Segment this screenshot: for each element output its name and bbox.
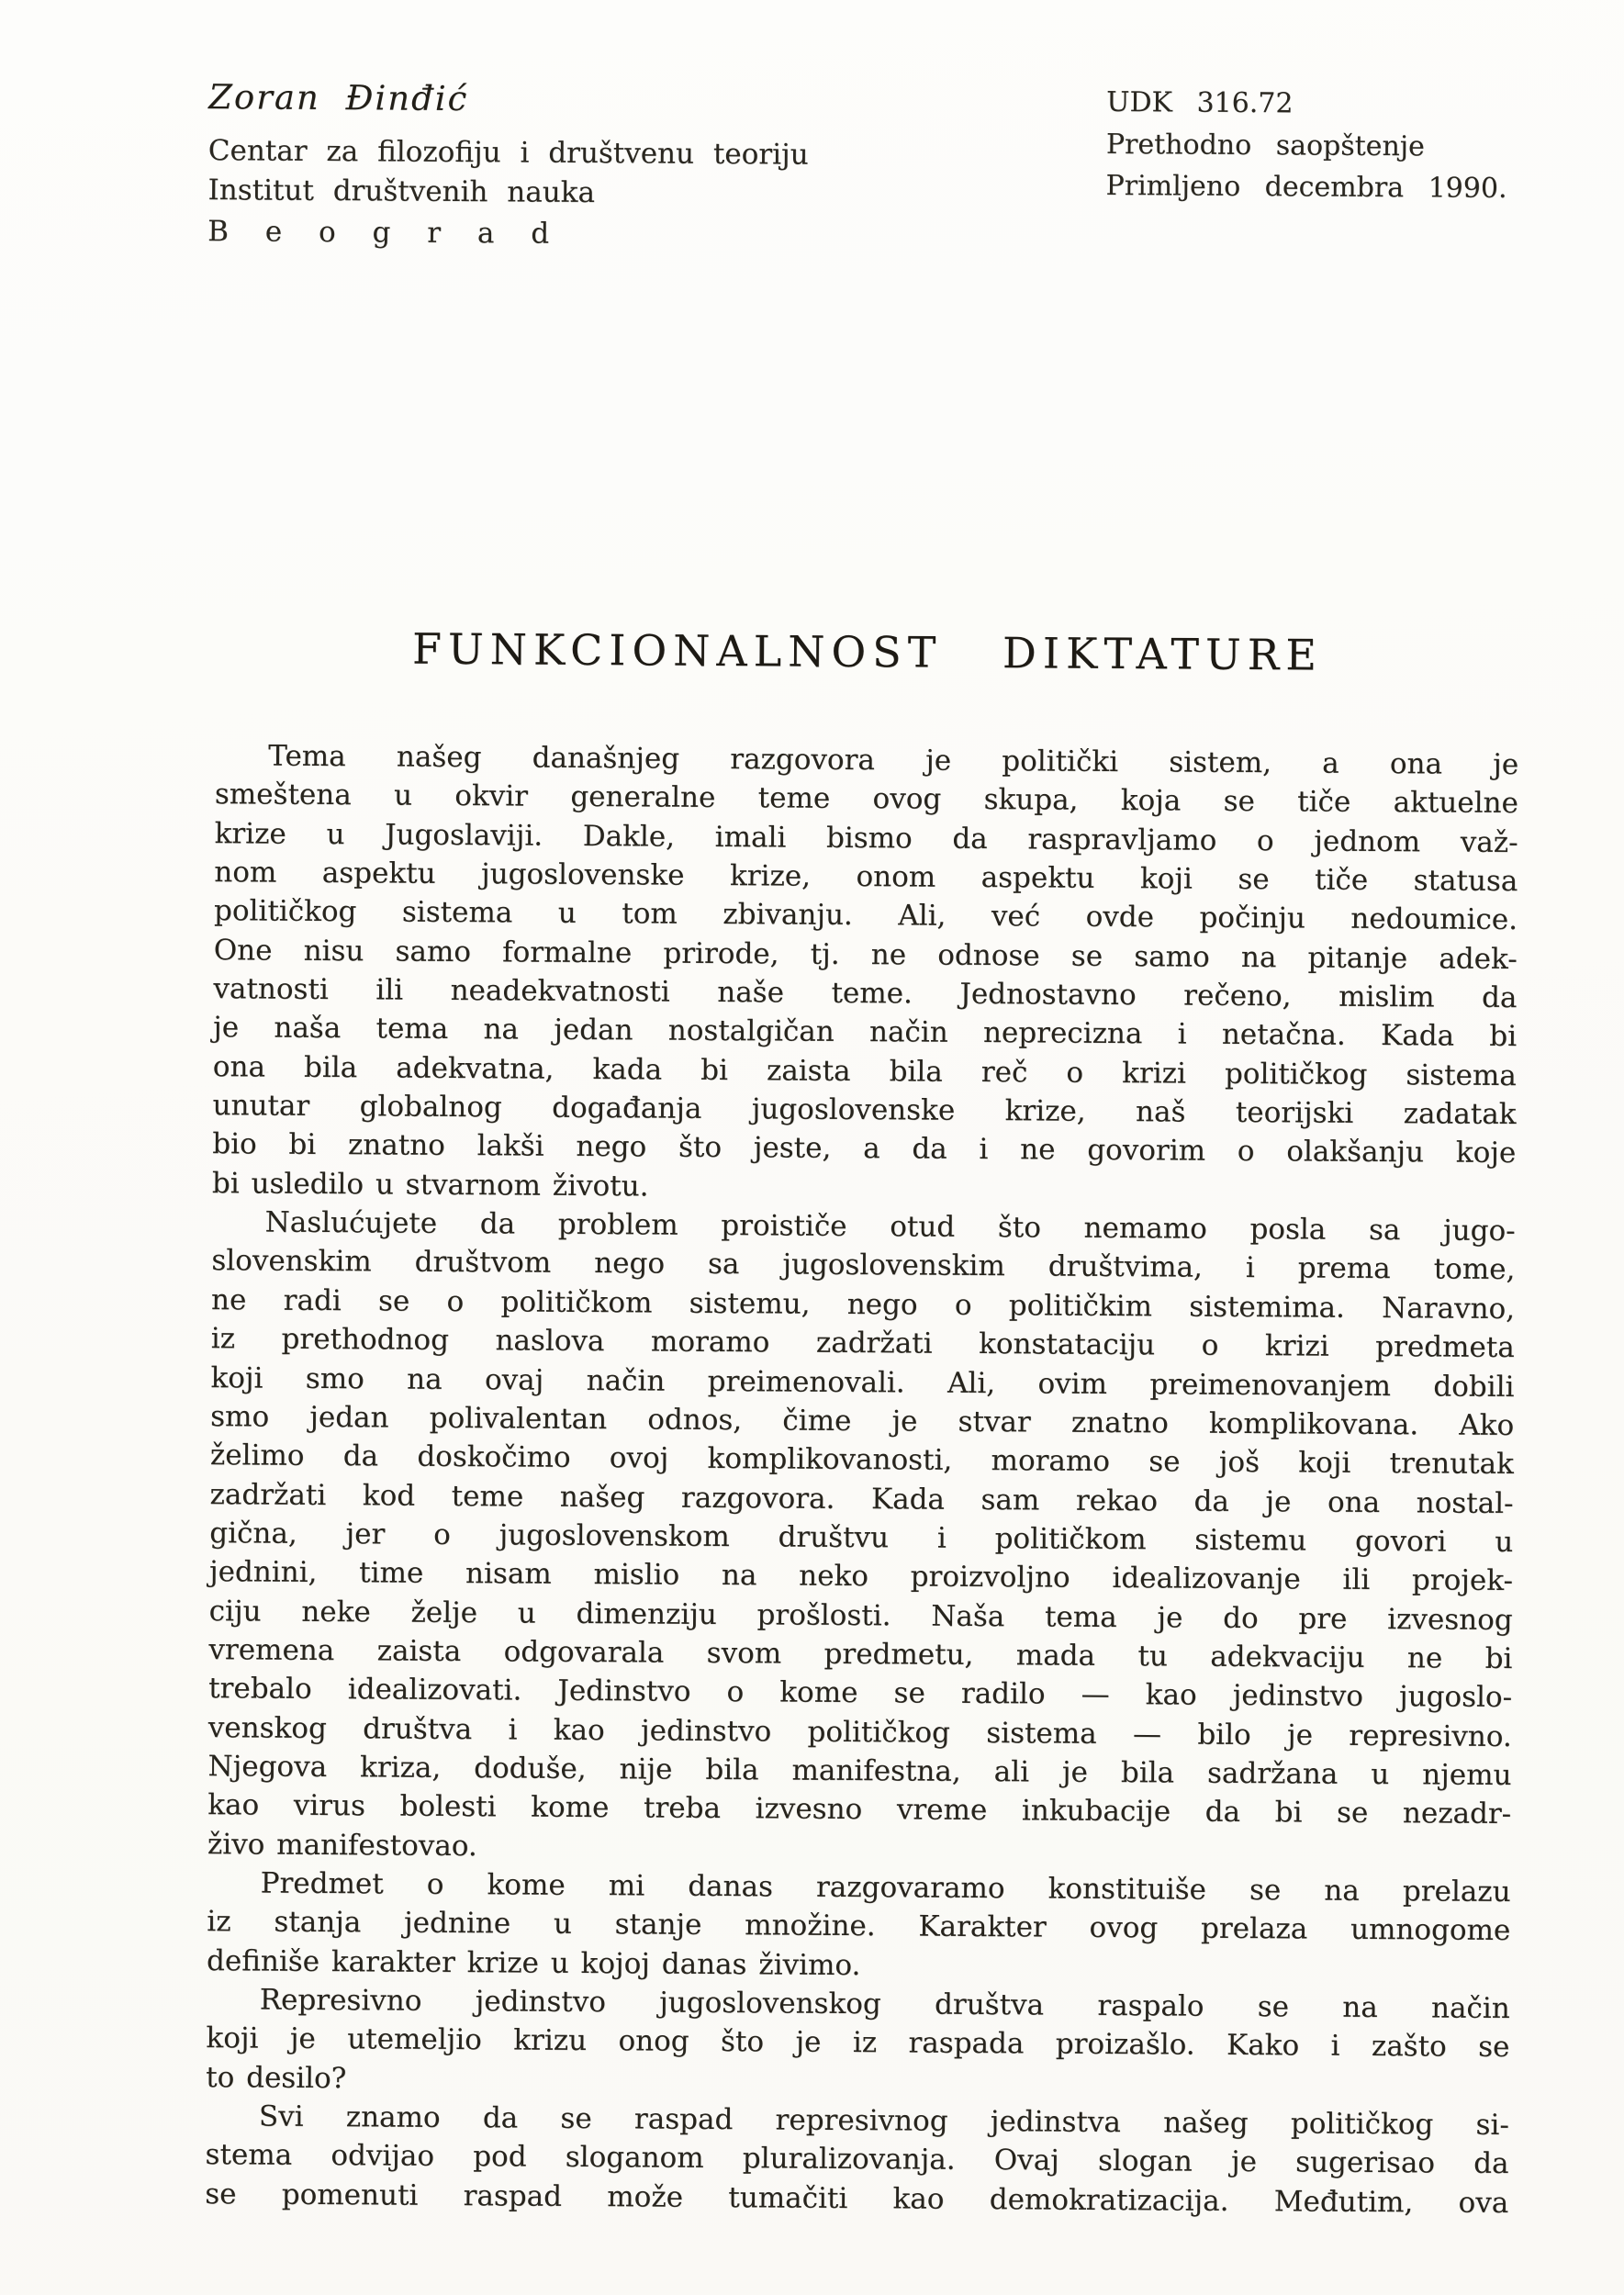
text-line: smo jedan polivalentan odnos, čime je stvar znatno komplikovana. Ako — [210, 1399, 1515, 1442]
publication-info-block — [1105, 82, 1507, 210]
text-line: smeštena u okvir generalne teme ovog skupa, koja se tiče aktuelne — [214, 778, 1519, 821]
text-line: to desilo? — [206, 2060, 347, 2095]
text-line: Represivno jedinstvo jugoslovenskog društva raspalo se na način — [259, 1983, 1510, 2026]
text-line: Predmet o kome mi danas razgovaramo konstituiše se na prelazu — [260, 1866, 1511, 1909]
text-line: želimo da doskočimo ovoj komplikovanosti, moramo se još koji trenutak — [209, 1439, 1515, 1482]
author-city: B e o g r a d — [207, 215, 564, 251]
text-line: vremena zaista odgovarala svom predmetu, mada tu adekvaciju ne bi — [208, 1633, 1513, 1675]
text-line: ona bila adekvatna, kada bi zaista bila reč o krizi političkog sistema — [212, 1049, 1517, 1092]
text-line: gična, jer o jugoslovenskom društvu i političkom sistemu govori u — [209, 1517, 1514, 1559]
article-title: FUNKCIONALNOST DIKTATURE — [411, 623, 1324, 680]
article-body — [205, 736, 1518, 2222]
submission-date: Primljeno decembra 1990. — [1105, 169, 1507, 205]
author-affiliation-2: Institut društvenih nauka — [207, 174, 596, 210]
text-line: Njegova kriza, doduše, nije bila manifestna, ali je bila sadržana u njemu — [207, 1750, 1512, 1792]
paragraph — [207, 1864, 1511, 1989]
text-line: slovenskim društvom nego sa jugoslovenskim društvima, i prema tome, — [211, 1244, 1516, 1287]
text-line: jednini, time nisam mislio na neko proizvoljno idealizovanje ili projek- — [208, 1555, 1514, 1598]
author-affiliation-1: Centar za filozofiju i društvenu teoriju — [207, 134, 809, 172]
paragraph — [212, 736, 1519, 1212]
text-line: Naslućujete da problem proističe otud što nemamo posla sa jugo- — [264, 1205, 1516, 1248]
text-line: unutar globalnog događanja jugoslovenske krize, naš teorijski zadatak — [212, 1089, 1517, 1132]
text-line: je naša tema na jedan nostalgičan način neprecizna i netačna. Kada bi — [213, 1011, 1518, 1054]
text-line: bi usledilo u stvarnom životu. — [211, 1166, 649, 1203]
text-line: ciju neke želje u dimenziju prošlosti. Naša tema je do pre izvesnog — [208, 1594, 1513, 1637]
text-line: živo manifestovao. — [207, 1827, 477, 1863]
text-line: kao virus bolesti kome treba izvesno vreme inkubacije da bi se nezadr- — [207, 1788, 1512, 1831]
text-line: političkog sistema u tom zbivanju. Ali, već ovde počinju nedoumice. — [213, 894, 1518, 937]
text-line: nom aspektu jugoslovenske krize, onom aspektu koji se tiče statusa — [214, 856, 1518, 899]
udk-number: UDK 316.72 — [1106, 85, 1294, 120]
text-line: One nisu samo formalne prirode, tj. ne odnose se samo na pitanje adek- — [213, 933, 1518, 976]
text-line: iz prethodnog naslova moramo zadržati konstataciju o krizi predmeta — [210, 1322, 1515, 1365]
text-line: iz stanja jednine u stanje množine. Karakter ovog prelaza umnogome — [207, 1905, 1511, 1948]
text-line: stema odvijao pod sloganom pluralizovanja. Ovaj slogan je sugerisao da — [205, 2138, 1509, 2181]
text-line: vatnosti ili neadekvatnosti naše teme. Jednostavno rečeno, mislim da — [213, 972, 1518, 1015]
text-line: koji je utemeljio krizu onog što je iz raspada proizašlo. Kako i zašto se — [206, 2021, 1510, 2065]
text-line: se pomenuti raspad može tumačiti kao demokratizacija. Međutim, ova — [205, 2177, 1509, 2220]
text-line: Tema našeg današnjeg razgovora je politički sistem, a ona je — [268, 739, 1519, 782]
text-line: venskog društva i kao jedinstvo političkog sistema — bilo je represivno. — [207, 1710, 1512, 1753]
text-line: definiše karakter krize u kojoj danas živimo. — [206, 1943, 861, 1982]
text-line: koji smo na ovaj način preimenovali. Ali, ovim preimenovanjem dobili — [210, 1360, 1515, 1404]
author-name: Zoran Đinđić — [208, 77, 469, 119]
text-line: ne radi se o političkom sistemu, nego o političkim sistemima. Naravno, — [210, 1282, 1516, 1326]
text-line: krize u Jugoslaviji. Dakle, imali bismo da raspravljamo o jednom važ- — [214, 816, 1518, 859]
text-line: Svi znamo da se raspad represivnog jedinstva našeg političkog si- — [258, 2099, 1509, 2143]
paragraph — [205, 2097, 1509, 2222]
text-line: zadržati kod teme našeg razgovora. Kada sam rekao da je ona nostal- — [209, 1477, 1514, 1520]
submission-type: Prethodno saopštenje — [1105, 128, 1426, 162]
author-block — [207, 77, 809, 252]
text-line: trebalo idealizovati. Jedinstvo o kome se radilo — kao jedinstvo jugoslo- — [208, 1672, 1513, 1715]
paragraph — [207, 1203, 1516, 1873]
paragraph — [206, 1980, 1510, 2106]
text-line: bio bi znatno lakši nego što jeste, a da i ne govorim o olakšanju koje — [212, 1127, 1517, 1170]
